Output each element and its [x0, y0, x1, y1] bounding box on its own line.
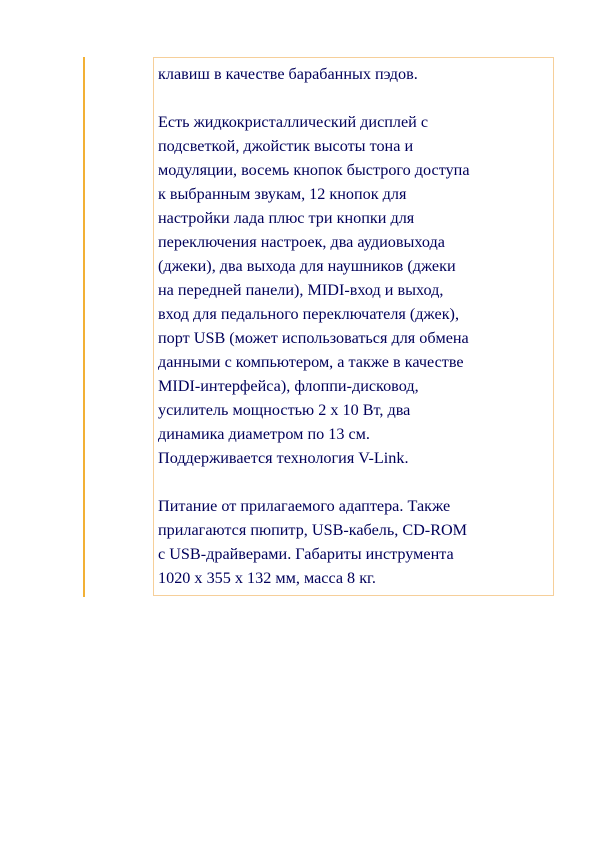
text-line: с USB-драйверами. Габариты инструмента	[158, 545, 454, 563]
text-line: Поддерживается технология V-Link.	[158, 449, 409, 467]
text-line: Есть жидкокристаллический дисплей с	[158, 113, 429, 131]
text-line: настройки лада плюс три кнопки для	[158, 209, 415, 227]
margin-rule	[83, 57, 85, 597]
text-line: порт USB (может использоваться для обмена	[158, 329, 469, 347]
paragraph-features	[158, 110, 548, 470]
text-line: вход для педального переключателя (джек),	[158, 305, 459, 323]
text-line: на передней панели), MIDI-вход и выход,	[158, 281, 444, 299]
text-line: прилагаются пюпитр, USB-кабель, CD-ROM	[158, 521, 468, 539]
text-line: модуляции, восемь кнопок быстрого доступа	[158, 161, 470, 179]
text-line: данными с компьютером, а также в качестве	[158, 353, 464, 371]
text-line: клавиш в качестве барабанных пэдов.	[158, 65, 418, 83]
text-line: к выбранным звукам, 12 кнопок для	[158, 185, 407, 203]
text-line: переключения настроек, два аудиовыхода	[158, 233, 445, 251]
text-frame	[153, 57, 554, 596]
text-line: 1020 х 355 х 132 мм, масса 8 кг.	[158, 569, 376, 587]
text-line: динамика диаметром по 13 см.	[158, 425, 370, 443]
text-line: Питание от прилагаемого адаптера. Также	[158, 497, 451, 515]
text-line: подсветкой, джойстик высоты тона и	[158, 137, 414, 155]
paragraph-power-and-dimensions	[158, 494, 548, 590]
text-line: усилитель мощностью 2 х 10 Вт, два	[158, 401, 411, 419]
text-line: (джеки), два выхода для наушников (джеки	[158, 257, 456, 275]
text-line: MIDI-интерфейса), флоппи-дисковод,	[158, 377, 419, 395]
paragraph-continuation	[158, 62, 548, 86]
